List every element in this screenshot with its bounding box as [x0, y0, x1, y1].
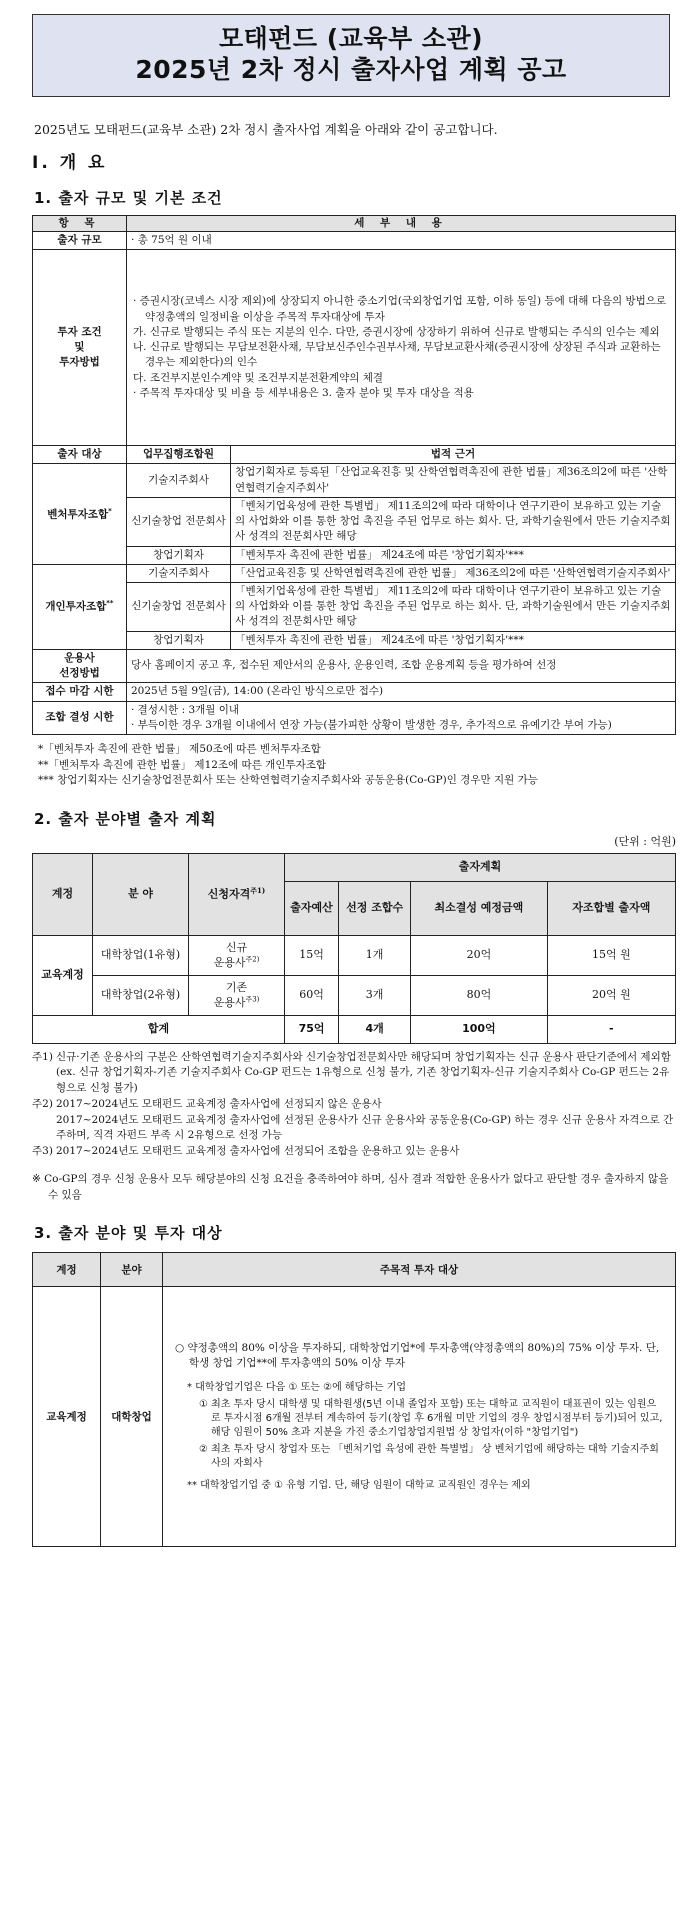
- formation-line: · 결성시한 : 3개월 이내: [131, 703, 240, 716]
- selection-value: 당사 홈페이지 공고 후, 접수된 제안서의 운용사, 운용인력, 조합 운용계획 등을 평가하여 선정: [127, 649, 676, 682]
- target-head-op: 업무집행조합원: [127, 446, 231, 464]
- venture-label-text: 벤처투자조합: [47, 508, 109, 521]
- formation-line: · 부득이한 경우 3개월 이내에서 연장 가능(불가피한 상황이 발생한 경우, 추가적으로 유예기간 부여 가능): [131, 718, 612, 731]
- qual-line-2: 운용사: [213, 956, 246, 970]
- venture-sup: *: [108, 506, 112, 515]
- t3-h-field: 분야: [101, 1253, 163, 1287]
- total-min: 100억: [411, 1015, 548, 1043]
- footnote: [32, 1050, 676, 1097]
- target-label: 출자 대상: [33, 446, 127, 464]
- account-cell: 교육계정: [33, 935, 93, 1015]
- title-line-1: 모태펀드 (교육부 소관): [218, 24, 484, 53]
- note-line: *「벤처투자 촉진에 관한 법률」 제50조에 따른 벤처투자조합: [38, 742, 321, 755]
- h-field: 분 야: [93, 853, 189, 935]
- t3-account: 교육계정: [33, 1287, 101, 1547]
- budget-cell: 15억: [285, 935, 339, 975]
- header-detail: 세 부 내 용: [127, 215, 676, 231]
- footnote-text: 2017~2024년도 모태펀드 교육계정 출자사업에 선정된 운용사가 신규 운용사와 공동운용(Co-GP) 하는 경우 신규 운용사 자격으로 간주하며, 직격 자펀드 부족 시 2유형으로 선정 가능: [56, 1113, 674, 1142]
- personal-law: 「벤처투자 촉진에 관한 법률」 제24조에 따른 '창업기획자'***: [231, 631, 676, 649]
- personal-law: 「벤처기업육성에 관한 특별법」 제11조의2에 따라 대학이나 연구기관이 보유하고 있는 기술의 사업화와 이를 통한 창업 촉진을 주된 업무로 하는 회사. 단, 과학기술원에서 만든 기술지주회사 성격의 전문회사만 해당: [231, 582, 676, 631]
- footnote-tag: 주2): [32, 1097, 53, 1110]
- h-count: 선정 조합수: [339, 881, 411, 935]
- t3-def-2: ② 최초 투자 당시 창업자 또는 「벤처기업 육성에 관한 특별법」 상 벤처기업에 해당하는 대학 기술지주회사의 자회사: [199, 1443, 659, 1469]
- note-line: *** 창업기획자는 신기술창업전문회사 또는 산학연협력기술지주회사와 공동운용(Co-GP)인 경우만 지원 가능: [38, 774, 538, 787]
- formation-label: 조합 결성 시한: [33, 701, 127, 734]
- cogp-note: ※ Co-GP의 경우 신청 운용사 모두 해당분야의 신청 요건을 충족하여야 하며, 심사 결과 적합한 운용사가 없다고 판단할 경우 출자하지 않을 수 있음: [32, 1172, 669, 1201]
- plan-footnotes: [32, 1050, 676, 1160]
- personal-op: 기술지주회사: [127, 564, 231, 582]
- qual-cell: [189, 975, 285, 1015]
- footnote-text: 2017~2024년도 모태펀드 교육계정 출자사업에 선정되어 조합을 운용하고 있는 운용사: [56, 1145, 460, 1158]
- venture-op: 창업기획자: [127, 546, 231, 564]
- venture-law: 「벤처기업육성에 관한 특별법」 제11조의2에 따라 대학이나 연구기관이 보유하고 있는 기술의 사업화와 이를 통한 창업 촉진을 주된 업무로 하는 회사. 단, 과학기술원에서 만든 기술지주회사 성격의 전문회사만 해당: [231, 497, 676, 546]
- scale-label: 출자 규모: [33, 232, 127, 250]
- note-line: **「벤처투자 촉진에 관한 법률」 제12조에 따른 개인투자조합: [38, 758, 327, 771]
- selection-label-1: 운용사: [64, 651, 95, 664]
- footnote-text: 2017~2024년도 모태펀드 교육계정 출자사업에 선정되지 않은 운용사: [56, 1097, 382, 1110]
- child-cell: 20억 원: [547, 975, 675, 1015]
- personal-op: 창업기획자: [127, 631, 231, 649]
- qual-line-1: 신규: [225, 940, 248, 954]
- invest-label-3: 투자방법: [59, 356, 100, 369]
- subsection-heading-2: 2. 출자 분야별 출자 계획: [34, 810, 217, 829]
- t3-def-1: ① 최초 투자 당시 대학생 및 대학원생(5년 이내 졸업자 포함) 또는 대학교 교직원이 대표권이 있는 임원으로 투자시점 6개월 전부터 계속하여 등기(창업 후 6개월 미만 기업의 경우 창업시점부터 등기)되어 있고, 해당 임원이 50% 초과 지분을 가진 중소기업창업지원법 상 창업자(이하 "창업기업"): [199, 1398, 663, 1438]
- invest-label-2: 및: [74, 341, 85, 354]
- selection-label: [33, 649, 127, 682]
- t3-def-note: ** 대학창업기업 중 ① 유형 기업. 단, 해당 임원이 대학교 교직원인 경우는 제외: [187, 1479, 531, 1491]
- t3-h-account: 계정: [33, 1253, 101, 1287]
- min-cell: 80억: [411, 975, 548, 1015]
- total-count: 4개: [339, 1015, 411, 1043]
- field-cell: 대학창업(2유형): [93, 975, 189, 1015]
- personal-label-text: 개인투자조합: [45, 600, 107, 613]
- footnote: [32, 1113, 676, 1145]
- min-cell: 20억: [411, 935, 548, 975]
- footnote-text: 신규·기존 운용사의 구분은 산학연협력기술지주회사와 신기술창업전문회사만 해당되며 창업기획자는 신규 운용사 판단기준에서 제외함(ex. 신규 창업기획자-기존 기술지주회사 Co-GP 펀드는 1유형으로 신청 불가, 기존 창업기획자-신규 기술지주회사 Co-GP 펀드는 2유형으로 신청 불가): [56, 1050, 671, 1095]
- section-heading-overview: Ⅰ. 개 요: [32, 153, 108, 173]
- count-cell: 3개: [339, 975, 411, 1015]
- unit-label: (단위 : 억원): [614, 835, 676, 849]
- footnote-tag: [32, 1113, 56, 1145]
- h-child: 자조합별 출자액: [547, 881, 675, 935]
- deadline-value: 2025년 5월 9일(금), 14:00 (온라인 방식으로만 접수): [127, 683, 676, 701]
- qual-sup: 주2): [245, 955, 260, 964]
- budget-cell: 60억: [285, 975, 339, 1015]
- h-qual-sup: 주1): [250, 886, 266, 896]
- t3-def-head: * 대학창업기업은 다음 ① 또는 ②에 해당하는 기업: [187, 1381, 407, 1393]
- title-line-2: 2025년 2차 정시 출자사업 계획 공고: [135, 55, 567, 85]
- invest-detail: [127, 250, 676, 446]
- invest-line: · 주목적 투자대상 및 비율 등 세부내용은 3. 출자 분야 및 투자 대상을 적용: [133, 386, 474, 399]
- qual-line-2: 운용사: [213, 996, 246, 1010]
- qual-sup: 주3): [245, 995, 260, 1004]
- qual-line-1: 기존: [225, 980, 248, 994]
- formation-detail: [127, 701, 676, 734]
- venture-op: 기술지주회사: [127, 464, 231, 497]
- invest-line: · 증권시장(코넥스 시장 제외)에 상장되지 아니한 중소기업(국외창업기업 포함, 이하 동일) 등에 대해 다음의 방법으로 약정총액의 일정비율 이상을 주목적 투자대상에 투자: [133, 295, 667, 323]
- target-head-law: 법적 근거: [231, 446, 676, 464]
- invest-label: [33, 250, 127, 446]
- field-cell: 대학창업(1유형): [93, 935, 189, 975]
- t3-target: [163, 1287, 676, 1547]
- basic-conditions-table: [32, 215, 676, 735]
- t3-field: 대학창업: [101, 1287, 163, 1547]
- count-cell: 1개: [339, 935, 411, 975]
- venture-law: 창업기획자로 등록된「산업교육진흥 및 산학연협력촉진에 관한 법률」제36조의2에 따른 '산학연협력기술지주회사': [231, 464, 676, 497]
- scale-value: · 총 75억 원 이내: [127, 232, 676, 250]
- footnote-tag: 주3): [32, 1145, 53, 1158]
- title-box: [32, 14, 670, 97]
- t3-main: ○ 약정총액의 80% 이상을 투자하되, 대학창업기업*에 투자총액(약정총액의 80%)의 75% 이상 투자. 단, 학생 창업 기업**에 투자총액의 50% 이상 투자: [175, 1342, 660, 1369]
- subsection-heading-1: 1. 출자 규모 및 기본 조건: [34, 188, 223, 207]
- venture-law: 「벤처투자 촉진에 관한 법률」 제24조에 따른 '창업기획자'***: [231, 546, 676, 564]
- h-budget: 출자예산: [285, 881, 339, 935]
- footnote: [32, 1097, 676, 1113]
- personal-sup: **: [106, 599, 114, 608]
- invest-line: 나. 신규로 발행되는 무담보전환사채, 무담보신주인수권부사채, 무담보교환사채(증권시장에 상장된 주식과 교환하는 경우는 제외한다)의 인수: [133, 341, 661, 369]
- header-item: 항 목: [33, 215, 127, 231]
- total-label: 합계: [33, 1015, 285, 1043]
- h-min: 최소결성 예정금액: [411, 881, 548, 935]
- footnote-tag: 주1): [32, 1050, 53, 1063]
- investment-plan-table: [32, 853, 676, 1044]
- child-cell: 15억 원: [547, 935, 675, 975]
- venture-op: 신기술창업 전문회사: [127, 497, 231, 546]
- h-qual-text: 신청자격: [207, 887, 251, 901]
- h-plan: 출자계획: [285, 853, 676, 881]
- total-budget: 75억: [285, 1015, 339, 1043]
- table1-notes: [38, 742, 676, 789]
- investment-target-table: [32, 1252, 676, 1547]
- personal-op: 신기술창업 전문회사: [127, 582, 231, 631]
- invest-line: 다. 조건부지분인수계약 및 조건부지분전환계약의 체결: [133, 371, 383, 384]
- footnote: [32, 1144, 676, 1160]
- qual-cell: [189, 935, 285, 975]
- t3-h-target: 주목적 투자 대상: [163, 1253, 676, 1287]
- invest-line: 가. 신규로 발행되는 주식 또는 지분의 인수. 다만, 증권시장에 상장하기 위하여 신규로 발행되는 주식의 인수는 제외: [133, 325, 660, 338]
- intro-text: 2025년도 모태펀드(교육부 소관) 2차 정시 출자사업 계획을 아래와 같이 공고합니다.: [34, 121, 498, 137]
- total-child: -: [547, 1015, 675, 1043]
- venture-fund-label: [33, 464, 127, 564]
- h-qual: [189, 853, 285, 935]
- subsection-heading-3: 3. 출자 분야 및 투자 대상: [34, 1224, 223, 1243]
- personal-law: 「산업교육진흥 및 산학연협력촉진에 관한 법률」 제36조의2에 따른 '산학연협력기술지주회사': [231, 564, 676, 582]
- selection-label-2: 선정방법: [59, 667, 100, 680]
- invest-label-1: 투자 조건: [57, 325, 102, 338]
- personal-fund-label: [33, 564, 127, 649]
- deadline-label: 접수 마감 시한: [33, 683, 127, 701]
- h-account: 계정: [33, 853, 93, 935]
